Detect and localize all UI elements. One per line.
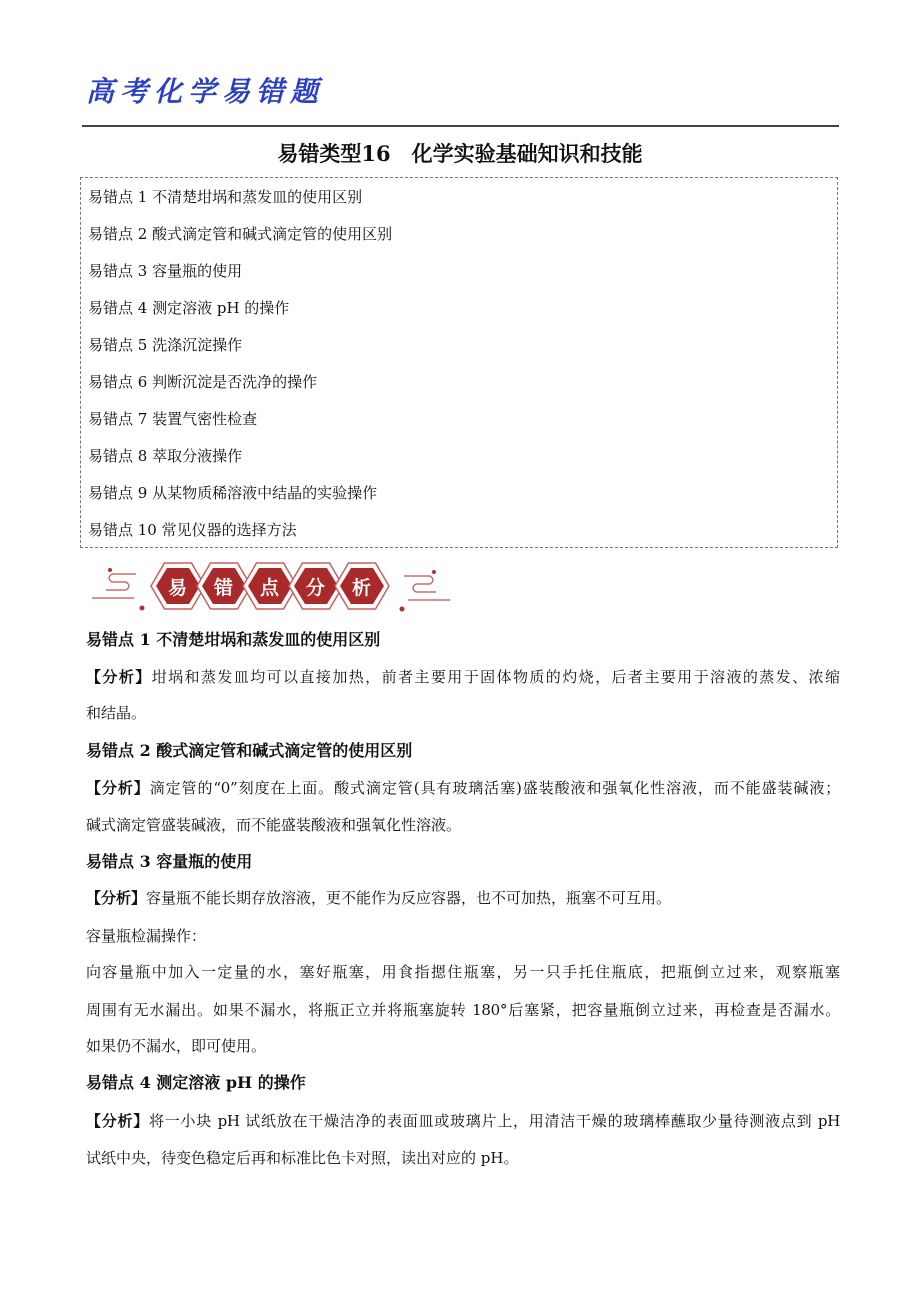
brand-title: 高考化学易错题 bbox=[86, 75, 325, 108]
page-title: 易错类型16 化学实验基础知识和技能 bbox=[277, 141, 643, 166]
cloud-ornament-left-icon bbox=[92, 574, 136, 598]
toc-box bbox=[80, 177, 838, 548]
analysis-line: 【分析】容量瓶不能长期存放溶液，更不能作为反应容器，也不可加热，瓶塞不可互用。 bbox=[86, 889, 672, 907]
body-line: 周围有无水漏出。如果不漏水，将瓶正立并将瓶塞旋转 180°后塞紧，把容量瓶倒立过来，再检查是否漏水。 bbox=[86, 1001, 840, 1019]
toc-item: 易错点 4 测定溶液 pH 的操作 bbox=[88, 299, 290, 317]
analysis-line: 试纸中央，待变色稳定后再和标准比色卡对照，读出对应的 pH。 bbox=[86, 1149, 519, 1167]
section-heading: 易错点 2 酸式滴定管和碱式滴定管的使用区别 bbox=[86, 741, 413, 760]
analysis-line: 和结晶。 bbox=[86, 704, 147, 722]
section-heading: 易错点 3 容量瓶的使用 bbox=[86, 852, 253, 871]
body-line: 容量瓶检漏操作： bbox=[86, 927, 207, 945]
header-divider bbox=[82, 125, 839, 127]
body-line: 向容量瓶中加入一定量的水，塞好瓶塞，用食指摁住瓶塞，另一只手托住瓶底，把瓶倒立过来，观察瓶塞 bbox=[86, 963, 840, 981]
analysis-tag: 【分析】 bbox=[86, 668, 152, 686]
toc-item: 易错点 2 酸式滴定管和碱式滴定管的使用区别 bbox=[88, 225, 393, 243]
analysis-line: 碱式滴定管盛装碱液，而不能盛装酸液和强氧化性溶液。 bbox=[86, 816, 462, 834]
analysis-line: 【分析】将一小块 pH 试纸放在干燥洁净的表面皿或玻璃片上，用清洁干燥的玻璃棒蘸取少量待测液点到 pH bbox=[86, 1112, 840, 1130]
toc-item: 易错点 5 洗涤沉淀操作 bbox=[88, 336, 243, 354]
toc-item: 易错点 1 不清楚坩埚和蒸发皿的使用区别 bbox=[88, 188, 363, 206]
banner-char: 析 bbox=[352, 577, 372, 599]
section-heading: 易错点 4 测定溶液 pH 的操作 bbox=[86, 1073, 306, 1092]
section-heading: 易错点 1 不清楚坩埚和蒸发皿的使用区别 bbox=[86, 630, 381, 649]
cloud-ornament-right-icon bbox=[404, 576, 450, 600]
analysis-line: 【分析】坩埚和蒸发皿均可以直接加热，前者主要用于固体物质的灼烧，后者主要用于溶液的蒸发、浓缩 bbox=[86, 668, 840, 686]
toc-item: 易错点 7 装置气密性检查 bbox=[88, 410, 258, 428]
banner-char: 易 bbox=[168, 577, 188, 599]
toc-item: 易错点 6 判断沉淀是否洗净的操作 bbox=[88, 373, 318, 391]
analysis-tag: 【分析】 bbox=[86, 779, 150, 797]
toc-item: 易错点 10 常见仪器的选择方法 bbox=[88, 521, 297, 539]
toc-item: 易错点 8 萃取分液操作 bbox=[88, 447, 243, 465]
analysis-line: 【分析】滴定管的“0”刻度在上面。酸式滴定管(具有玻璃活塞)盛装酸液和强氧化性溶液，而不能盛装碱液； bbox=[86, 779, 840, 797]
banner-char: 分 bbox=[306, 577, 326, 599]
analysis-tag: 【分析】 bbox=[86, 889, 147, 907]
body-line: 如果仍不漏水，即可使用。 bbox=[86, 1037, 267, 1055]
toc-item: 易错点 3 容量瓶的使用 bbox=[88, 262, 243, 280]
toc-item: 易错点 9 从某物质稀溶液中结晶的实验操作 bbox=[88, 484, 378, 502]
analysis-tag: 【分析】 bbox=[86, 1112, 150, 1130]
banner-char: 点 bbox=[260, 577, 280, 599]
banner-char: 错 bbox=[214, 577, 234, 599]
